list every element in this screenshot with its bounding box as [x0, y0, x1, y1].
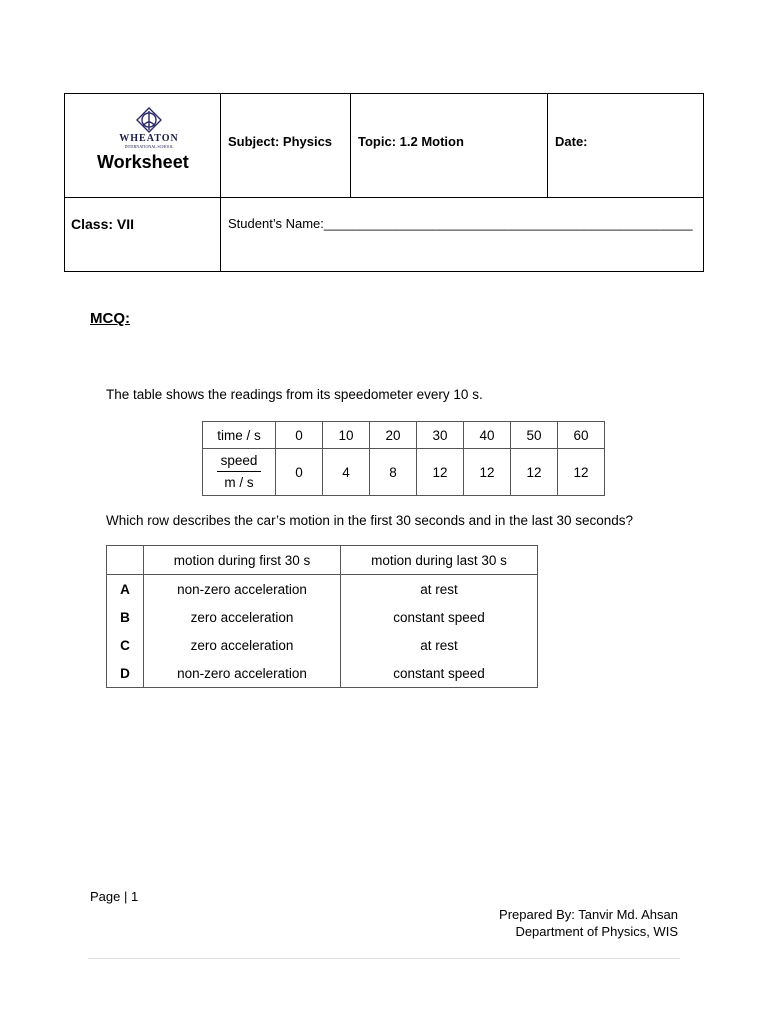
- option-row-b[interactable]: [107, 603, 538, 631]
- speed-table: [202, 421, 605, 496]
- header-divider: [547, 94, 548, 197]
- option-row-c[interactable]: [107, 631, 538, 659]
- student-name-field[interactable]: Student’s Name:___________________________________________________: [228, 216, 693, 231]
- time-cell: 20: [370, 422, 417, 449]
- speed-cell: 12: [464, 449, 511, 496]
- col-first-header: motion during first 30 s: [144, 546, 341, 575]
- speed-label: speed: [217, 453, 262, 472]
- header-divider: [65, 197, 703, 198]
- header-table: [64, 93, 704, 272]
- time-cell: 30: [417, 422, 464, 449]
- time-cell: 0: [276, 422, 323, 449]
- question-prompt: Which row describes the car’s motion in the first 30 seconds and in the last 30 seconds?: [106, 513, 634, 528]
- option-last-motion: constant speed: [341, 659, 538, 688]
- option-row-d[interactable]: [107, 659, 538, 688]
- speed-header: [203, 449, 276, 496]
- time-cell: 40: [464, 422, 511, 449]
- speed-cell: 12: [558, 449, 605, 496]
- svg-text:INTERNATIONAL SCHOOL: INTERNATIONAL SCHOOL: [124, 144, 174, 149]
- option-last-motion: at rest: [341, 631, 538, 659]
- option-first-motion: zero acceleration: [144, 603, 341, 631]
- option-first-motion: zero acceleration: [144, 631, 341, 659]
- option-last-motion: constant speed: [341, 603, 538, 631]
- speed-cell: 0: [276, 449, 323, 496]
- time-cell: 60: [558, 422, 605, 449]
- speed-cell: 8: [370, 449, 417, 496]
- school-logo: [109, 106, 189, 154]
- time-cell: 10: [323, 422, 370, 449]
- header-divider: [350, 94, 351, 197]
- option-letter: B: [107, 603, 144, 631]
- option-row-a[interactable]: [107, 575, 538, 604]
- question-intro: The table shows the readings from its speedometer every 10 s.: [106, 387, 483, 402]
- option-first-motion: non-zero acceleration: [144, 575, 341, 604]
- speed-cell: 12: [417, 449, 464, 496]
- option-letter: A: [107, 575, 144, 604]
- option-first-motion: non-zero acceleration: [144, 659, 341, 688]
- time-header: time / s: [203, 422, 276, 449]
- page-number: Page | 1: [90, 889, 139, 904]
- speed-cell: 12: [511, 449, 558, 496]
- speed-cell: 4: [323, 449, 370, 496]
- options-corner-cell: [107, 546, 144, 575]
- col-last-header: motion during last 30 s: [341, 546, 538, 575]
- topic-label: Topic: 1.2 Motion: [358, 134, 464, 149]
- speed-unit: m / s: [224, 475, 254, 490]
- header-divider: [220, 94, 221, 271]
- date-label: Date:: [555, 134, 588, 149]
- department: Department of Physics, WIS: [515, 924, 678, 939]
- speed-row: [203, 449, 605, 496]
- worksheet-title: Worksheet: [97, 152, 189, 172]
- mcq-heading: MCQ:: [90, 310, 130, 327]
- prepared-by: Prepared By: Tanvir Md. Ahsan: [499, 907, 678, 922]
- footer-divider: [88, 958, 680, 959]
- option-last-motion: at rest: [341, 575, 538, 604]
- option-letter: D: [107, 659, 144, 688]
- options-header-row: [107, 546, 538, 575]
- class-label: Class: VII: [71, 216, 135, 232]
- subject-label: Subject: Physics: [228, 134, 333, 149]
- svg-text:WHEATON: WHEATON: [119, 133, 179, 144]
- options-table: [106, 545, 538, 688]
- option-letter: C: [107, 631, 144, 659]
- time-cell: 50: [511, 422, 558, 449]
- time-row: [203, 422, 605, 449]
